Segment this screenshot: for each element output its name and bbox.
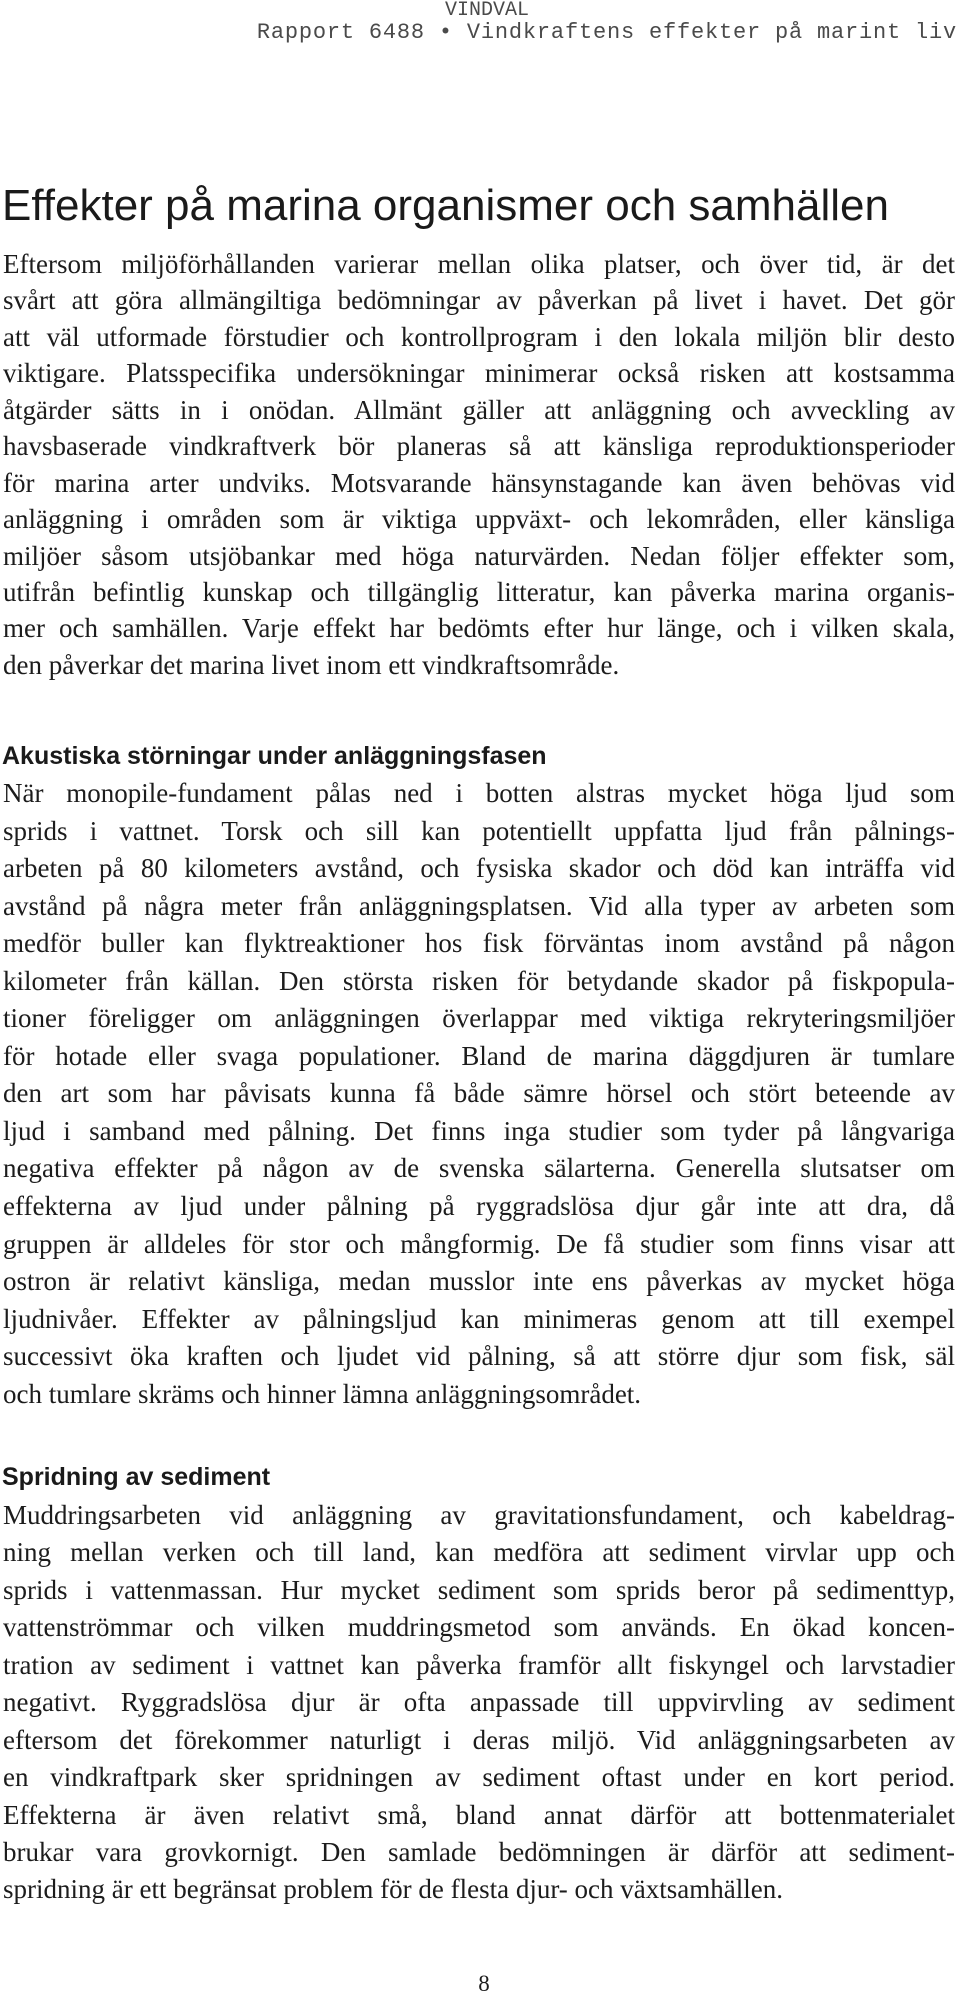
text-line: Muddringsarbeten vid anläggning av gravitationsfundament, och kabeldrag- <box>3 1500 955 1530</box>
text-line: vattenströmmar och vilken muddringsmetod som används. En ökad koncen- <box>3 1612 955 1643</box>
text-line: den art som har påvisats kunna få både sämre hörsel och stört beteende av <box>3 1078 955 1109</box>
text-line: att väl utformade förstudier och kontrollprogram i den lokala miljön blir desto <box>3 321 955 352</box>
text-line: arbeten på 80 kilometers avstånd, och fysiska skador och död kan inträffa vid <box>3 853 955 884</box>
text-line: ljud i samband med pålning. Det finns inga studier som tyder på långvariga <box>3 1115 955 1146</box>
text-line: för marina arter undviks. Motsvarande hänsynstagande kan även behövas vid <box>3 467 955 498</box>
text-line: brukar vara grovkornigt. Den samlade bedömningen är därför att sediment- <box>3 1836 955 1867</box>
text-line: negativt. Ryggradslösa djur är ofta anpassade till uppvirvling av sediment <box>3 1687 955 1718</box>
text-line: havsbaserade vindkraftverk bör planeras så att känsliga reproduktionsperioder <box>3 431 955 462</box>
text-line: negativa effekter på någon av de svenska sälarterna. Generella slutsatser om <box>3 1153 955 1184</box>
text-line: sprids i vattenmassan. Hur mycket sediment som sprids beror på sedimenttyp, <box>3 1574 955 1605</box>
text-line: för hotade eller svaga populationer. Bland de marina däggdjuren är tumlare <box>3 1040 955 1071</box>
text-line: och tumlare skräms och hinner lämna anläggningsområdet. <box>3 1378 642 1409</box>
text-line: den påverkar det marina livet inom ett vindkraftsområde. <box>3 649 620 680</box>
text-line: miljöer såsom utsjöbankar med höga naturvärden. Nedan följer effekter som, <box>3 540 955 571</box>
section-heading-acoustic: Akustiska störningar under anläggningsfasen <box>2 742 547 770</box>
text-line: ostron är relativt känsliga, medan musslor inte ens påverkas av mycket höga <box>3 1266 955 1297</box>
text-line: medför buller kan flyktreaktioner hos fisk förväntas inom avstånd på någon <box>3 928 955 959</box>
text-line: successivt öka kraften och ljudet vid pålning, så att större djur som fisk, säl <box>3 1341 955 1372</box>
text-line: När monopile-fundament pålas ned i botten alstras mycket höga ljud som <box>3 778 955 808</box>
page-number: 8 <box>478 1971 490 1996</box>
text-line: en vindkraftpark sker spridningen av sediment oftast under en kort period. <box>3 1762 955 1793</box>
text-line: anläggning i områden som är viktiga uppväxt- och lekområden, eller känsliga <box>3 504 955 535</box>
paragraph-acoustic <box>3 775 955 1413</box>
header-report-title: Rapport 6488 • Vindkraftens effekter på marint liv <box>256 20 957 45</box>
header-series-name: VINDVAL <box>444 0 529 22</box>
text-line: avstånd på några meter från anläggningsplatsen. Vid alla typer av arbeten som <box>3 890 955 921</box>
text-line: Eftersom miljöförhållanden varierar mellan olika platser, och över tid, är det <box>3 249 955 279</box>
text-line: ljudnivåer. Effekter av pålningsljud kan minimeras genom att till exempel <box>3 1303 955 1334</box>
text-line: ning mellan verken och till land, kan medföra att sediment virvlar upp och <box>3 1537 955 1568</box>
text-line: gruppen är alldeles för stor och mångformig. De få studier som finns visar att <box>3 1228 955 1259</box>
paragraph-sediment <box>3 1497 955 1909</box>
section-heading-sediment: Spridning av sediment <box>2 1463 271 1491</box>
page-title: Effekter på marina organismer och samhällen <box>2 181 889 230</box>
text-line: utifrån befintlig kunskap och tillgänglig litteratur, kan påverka marina organis- <box>3 576 955 607</box>
text-line: Effekterna är även relativt små, bland annat därför att bottenmaterialet <box>3 1799 955 1830</box>
text-line: effekterna av ljud under pålning på ryggradslösa djur går inte att dra, då <box>3 1191 955 1222</box>
text-line: tioner föreligger om anläggningen överlappar med viktiga rekryteringsmiljöer <box>3 1003 955 1034</box>
paragraph-intro <box>3 246 955 683</box>
text-line: åtgärder sätts in i onödan. Allmänt gäller att anläggning och avveckling av <box>3 394 955 425</box>
text-line: viktigare. Platsspecifika undersökningar minimerar också risken att kostsamma <box>3 358 955 389</box>
text-line: tration av sediment i vattnet kan påverka framför allt fiskyngel och larvstadier <box>3 1649 955 1680</box>
text-line: svårt att göra allmängiltiga bedömningar av påverkan på livet i havet. Det gör <box>3 285 955 316</box>
text-line: kilometer från källan. Den största risken för betydande skador på fiskpopula- <box>3 965 955 996</box>
text-line: eftersom det förekommer naturligt i deras miljö. Vid anläggningsarbeten av <box>3 1724 955 1755</box>
text-line: spridning är ett begränsat problem för de flesta djur- och växtsamhällen. <box>3 1874 783 1905</box>
text-line: mer och samhällen. Varje effekt har bedömts efter hur länge, och i vilken skala, <box>3 613 955 644</box>
text-line: sprids i vattnet. Torsk och sill kan potentiellt uppfatta ljud från pålnings- <box>3 815 955 846</box>
